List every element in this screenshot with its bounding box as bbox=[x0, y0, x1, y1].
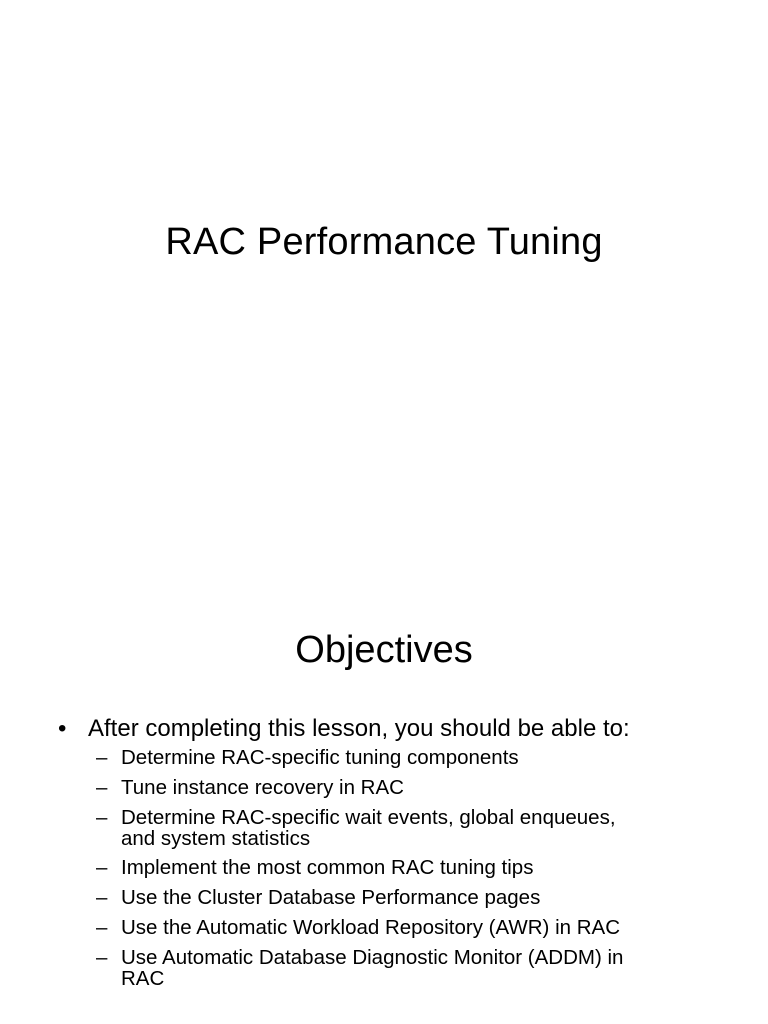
dash-marker: – bbox=[96, 776, 108, 799]
sub-item-text: Tune instance recovery in RAC bbox=[121, 776, 404, 799]
dash-marker: – bbox=[96, 946, 108, 969]
sub-list bbox=[58, 745, 738, 990]
sub-list-container bbox=[58, 745, 738, 990]
sub-item-text-continued: and system statistics bbox=[121, 827, 311, 850]
sub-item-text: Determine RAC-specific wait events, global enqueues, bbox=[121, 806, 616, 829]
bullet-marker: • bbox=[58, 715, 67, 742]
sub-item bbox=[58, 775, 738, 800]
main-bullet-text: After completing this lesson, you should be able to: bbox=[88, 715, 630, 742]
sub-item bbox=[58, 945, 738, 990]
slide-title: RAC Performance Tuning bbox=[165, 221, 603, 263]
dash-marker: – bbox=[96, 746, 108, 769]
sub-item bbox=[58, 885, 738, 910]
objectives-slide bbox=[0, 576, 768, 1024]
dash-marker: – bbox=[96, 856, 108, 879]
sub-item bbox=[58, 855, 738, 880]
objectives-list bbox=[58, 713, 738, 995]
dash-marker: – bbox=[96, 886, 108, 909]
sub-item-text: Determine RAC-specific tuning components bbox=[121, 746, 519, 769]
dash-marker: – bbox=[96, 806, 108, 829]
objectives-title: Objectives bbox=[295, 629, 473, 671]
main-bullet bbox=[58, 713, 738, 745]
sub-item-text: Use Automatic Database Diagnostic Monitor (ADDM) in bbox=[121, 946, 624, 969]
sub-item-text: Use the Cluster Database Performance pages bbox=[121, 886, 541, 909]
dash-marker: – bbox=[96, 916, 108, 939]
sub-item-text: Use the Automatic Workload Repository (AWR) in RAC bbox=[121, 916, 620, 939]
sub-item bbox=[58, 745, 738, 770]
sub-item bbox=[58, 805, 738, 850]
sub-item bbox=[58, 915, 738, 940]
sub-item-text: Implement the most common RAC tuning tips bbox=[121, 856, 534, 879]
sub-item-text-continued: RAC bbox=[121, 967, 165, 990]
